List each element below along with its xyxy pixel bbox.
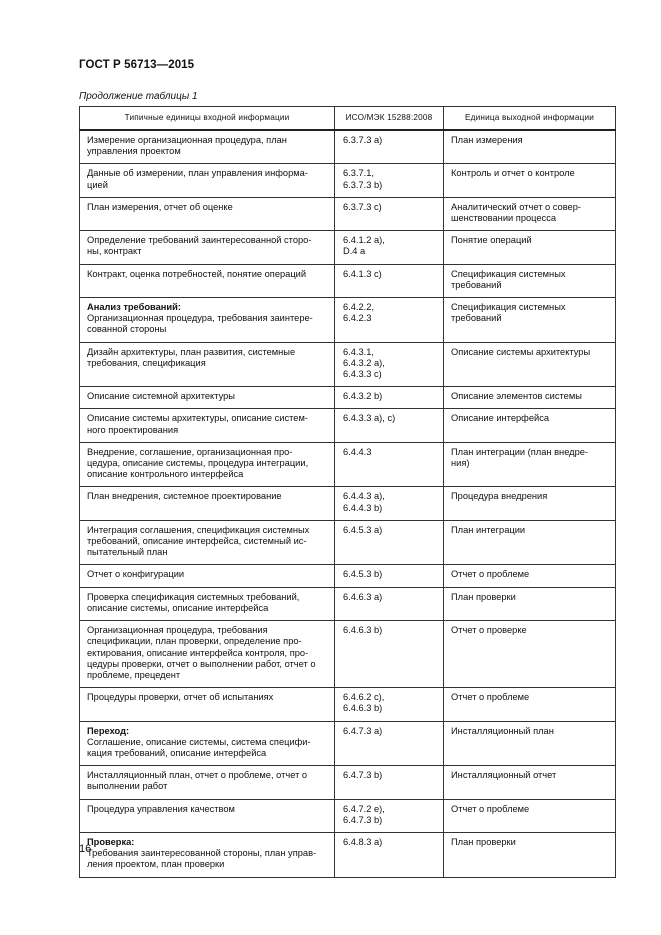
section-heading: Переход: <box>87 725 130 736</box>
cell-output <box>444 231 616 264</box>
cell-line: 6.4.5.3 b) <box>343 569 383 580</box>
cell-line: 6.3.7.3 b) <box>343 179 383 190</box>
cell-line: описание контрольного интерфейса <box>87 469 244 480</box>
cell-iso-clause <box>335 342 444 387</box>
cell-input <box>80 298 335 343</box>
cell-line: Спецификация системных <box>451 268 566 279</box>
cell-iso-clause <box>335 621 444 688</box>
cell-line: 6.4.3.2 а), <box>343 357 385 368</box>
table-row <box>80 387 616 409</box>
table-row <box>80 442 616 487</box>
table-row <box>80 520 616 565</box>
cell-line: 6.4.3.1, <box>343 346 375 357</box>
cell-line: Интеграция соглашения, спецификация системных <box>87 524 310 535</box>
table-row <box>80 766 616 799</box>
cell-line: Аналитический отчет о совер- <box>451 201 581 212</box>
cell-line: 6.4.5.3 а) <box>343 524 383 535</box>
cell-iso-clause <box>335 766 444 799</box>
cell-line: 6.4.3.3 а), с) <box>343 413 396 424</box>
cell-line: 6.4.8.3 а) <box>343 836 383 847</box>
cell-input <box>80 164 335 197</box>
cell-line: 6.4.2.3 <box>343 313 372 324</box>
cell-line: План измерения, отчет об оценке <box>87 201 233 212</box>
cell-line: Описание системы архитектуры, описание систем- <box>87 413 308 424</box>
table-row <box>80 621 616 688</box>
cell-line: 6.4.4.3 b) <box>343 502 383 513</box>
cell-output <box>444 766 616 799</box>
cell-iso-clause <box>335 298 444 343</box>
cell-output <box>444 442 616 487</box>
cell-output <box>444 387 616 409</box>
cell-output <box>444 487 616 520</box>
cell-line: ектирования, описание интерфейса контроля, про- <box>87 647 309 658</box>
cell-line: План проверки <box>451 836 516 847</box>
cell-iso-clause <box>335 587 444 620</box>
cell-line: 6.3.7.3 а) <box>343 135 383 145</box>
cell-line: 6.4.3.3 с) <box>343 369 382 380</box>
cell-line: цедуры проверки, отчет о выполнении работ, отчет о <box>87 658 316 669</box>
cell-output <box>444 621 616 688</box>
cell-output <box>444 130 616 164</box>
column-header-iso: ИСО/МЭК 15288:2008 <box>335 107 444 131</box>
cell-line: Описание интерфейса <box>451 413 550 424</box>
cell-line: 6.3.7.1, <box>343 168 375 179</box>
cell-output <box>444 721 616 766</box>
cell-line: Отчет о проблеме <box>451 692 530 703</box>
cell-line: 6.3.7.3 с) <box>343 201 382 212</box>
cell-line: D.4 а <box>343 246 366 257</box>
cell-output <box>444 298 616 343</box>
cell-line: Дизайн архитектуры, план развития, системные <box>87 346 296 357</box>
cell-input <box>80 520 335 565</box>
cell-line: Отчет о конфигурации <box>87 569 185 580</box>
cell-output <box>444 520 616 565</box>
cell-line: 6.4.6.3 b) <box>343 703 383 714</box>
cell-input <box>80 264 335 297</box>
cell-line: 6.4.7.2 е), <box>343 803 385 814</box>
cell-output <box>444 164 616 197</box>
cell-iso-clause <box>335 264 444 297</box>
cell-line: Процедуры проверки, отчет об испытаниях <box>87 692 274 703</box>
cell-output <box>444 799 616 832</box>
table-row <box>80 409 616 442</box>
cell-line: Проверка спецификация системных требований, <box>87 591 300 602</box>
column-header-input: Типичные единицы входной информации <box>80 107 335 131</box>
cell-line: Процедура управления качеством <box>87 803 235 814</box>
table-row <box>80 264 616 297</box>
cell-iso-clause <box>335 688 444 721</box>
section-heading: Проверка: <box>87 836 135 847</box>
cell-iso-clause <box>335 231 444 264</box>
document-title: ГОСТ Р 56713—2015 <box>79 59 195 71</box>
cell-input <box>80 409 335 442</box>
table-row <box>80 721 616 766</box>
cell-iso-clause <box>335 164 444 197</box>
cell-line: требования, спецификация <box>87 357 206 368</box>
table-caption: Продолжение таблицы 1 <box>79 91 198 102</box>
cell-iso-clause <box>335 520 444 565</box>
cell-output <box>444 688 616 721</box>
cell-iso-clause <box>335 409 444 442</box>
cell-line: 6.4.7.3 а) <box>343 725 383 736</box>
cell-input <box>80 766 335 799</box>
cell-input <box>80 442 335 487</box>
cell-line: 6.4.3.2 b) <box>343 391 383 402</box>
cell-line: Отчет о проблеме <box>451 569 530 580</box>
cell-input <box>80 565 335 587</box>
cell-line: 6.4.4.3 а), <box>343 491 385 502</box>
cell-iso-clause <box>335 442 444 487</box>
cell-input <box>80 130 335 164</box>
table-row <box>80 197 616 230</box>
cell-line: требований <box>451 313 502 324</box>
cell-line: ния) <box>451 458 470 469</box>
cell-iso-clause <box>335 799 444 832</box>
table-row <box>80 130 616 164</box>
cell-output <box>444 342 616 387</box>
cell-input <box>80 387 335 409</box>
page-number: 16 <box>79 843 92 855</box>
cell-line: Инсталляционный план <box>451 725 554 736</box>
cell-line: 6.4.2.2, <box>343 302 375 313</box>
cell-output <box>444 587 616 620</box>
cell-output <box>444 409 616 442</box>
table-row <box>80 164 616 197</box>
cell-line: План внедрения, системное проектирование <box>87 491 282 502</box>
cell-line: Понятие операций <box>451 235 532 246</box>
cell-line: План интеграции <box>451 524 526 535</box>
table-row <box>80 298 616 343</box>
cell-line: спецификации, план проверки, определение про- <box>87 636 302 647</box>
requirements-table <box>79 106 616 878</box>
cell-line: Отчет о проверке <box>451 625 527 636</box>
cell-line: Спецификация системных <box>451 302 566 313</box>
cell-line: Организационная процедура, требования <box>87 625 268 636</box>
column-header-output: Единица выходной информации <box>444 107 616 131</box>
cell-input <box>80 721 335 766</box>
cell-input <box>80 231 335 264</box>
table-row <box>80 487 616 520</box>
cell-line: Описание системной архитектуры <box>87 391 235 402</box>
table-row <box>80 799 616 832</box>
cell-iso-clause <box>335 197 444 230</box>
cell-line: Внедрение, соглашение, организационная про- <box>87 446 293 457</box>
cell-line: План проверки <box>451 591 516 602</box>
cell-line: План измерения <box>451 135 523 145</box>
cell-line: 6.4.7.3 b) <box>343 770 383 781</box>
cell-line: Измерение организационная процедура, план <box>87 135 287 145</box>
cell-iso-clause <box>335 721 444 766</box>
table-row <box>80 565 616 587</box>
cell-line: цией <box>87 179 108 190</box>
cell-line: ления проектом, план проверки <box>87 859 225 870</box>
section-heading: Анализ требований: <box>87 302 181 313</box>
table-header-row <box>80 107 616 131</box>
cell-input <box>80 487 335 520</box>
cell-line: 6.4.4.3 <box>343 446 372 457</box>
cell-line: требований <box>451 279 502 290</box>
cell-output <box>444 197 616 230</box>
cell-line: Описание элементов системы <box>451 391 582 402</box>
cell-line: 6.4.1.2 а), <box>343 235 385 246</box>
cell-line: описание системы, описание интерфейса <box>87 602 269 613</box>
cell-output <box>444 264 616 297</box>
table-row <box>80 587 616 620</box>
cell-line: План интеграции (план внедре- <box>451 446 589 457</box>
cell-line: Инсталляционный отчет <box>451 770 557 781</box>
cell-iso-clause <box>335 832 444 877</box>
cell-input <box>80 621 335 688</box>
cell-line: Данные об измерении, план управления информа- <box>87 168 308 179</box>
cell-output <box>444 565 616 587</box>
cell-input <box>80 342 335 387</box>
cell-iso-clause <box>335 130 444 164</box>
cell-line: Описание системы архитектуры <box>451 346 591 357</box>
cell-line: кация требований, описание интерфейса <box>87 747 267 758</box>
cell-line: Контроль и отчет о контроле <box>451 168 575 179</box>
cell-line: выполнении работ <box>87 781 168 792</box>
table-row <box>80 342 616 387</box>
cell-line: Соглашение, описание системы, система специфи- <box>87 736 311 747</box>
cell-line: Инсталляционный план, отчет о проблеме, отчет о <box>87 770 308 781</box>
cell-line: 6.4.6.2 с), <box>343 692 385 703</box>
cell-line: 6.4.6.3 а) <box>343 591 383 602</box>
cell-line: требований, описание интерфейса, системный ис- <box>87 536 307 547</box>
cell-iso-clause <box>335 387 444 409</box>
cell-line: ны, контракт <box>87 246 142 257</box>
cell-line: проблеме, прецедент <box>87 669 181 680</box>
cell-line: 6.4.6.3 b) <box>343 625 383 636</box>
cell-line: управления проектом <box>87 146 181 157</box>
cell-input <box>80 587 335 620</box>
cell-input <box>80 688 335 721</box>
table-row <box>80 231 616 264</box>
cell-line: Требования заинтересованной стороны, план управ- <box>87 848 317 859</box>
cell-iso-clause <box>335 565 444 587</box>
cell-line: Определение требований заинтересованной сторо- <box>87 235 312 246</box>
cell-input <box>80 799 335 832</box>
cell-iso-clause <box>335 487 444 520</box>
cell-output <box>444 832 616 877</box>
cell-line: шенствовании процесса <box>451 213 557 224</box>
cell-line: сованной стороны <box>87 324 167 335</box>
table-body <box>80 130 616 877</box>
cell-input <box>80 197 335 230</box>
cell-line: ного проектирования <box>87 424 179 435</box>
cell-line: Организационная процедура, требования заинтере- <box>87 313 313 324</box>
cell-line: цедура, описание системы, процедура интеграции, <box>87 458 309 469</box>
cell-line: пытательный план <box>87 547 168 558</box>
table-row <box>80 688 616 721</box>
cell-line: Процедура внедрения <box>451 491 548 502</box>
cell-input <box>80 832 335 877</box>
cell-line: Контракт, оценка потребностей, понятие операций <box>87 268 307 279</box>
cell-line: Отчет о проблеме <box>451 803 530 814</box>
cell-line: 6.4.7.3 b) <box>343 814 383 825</box>
table-row <box>80 832 616 877</box>
cell-line: 6.4.1.3 с) <box>343 268 382 279</box>
